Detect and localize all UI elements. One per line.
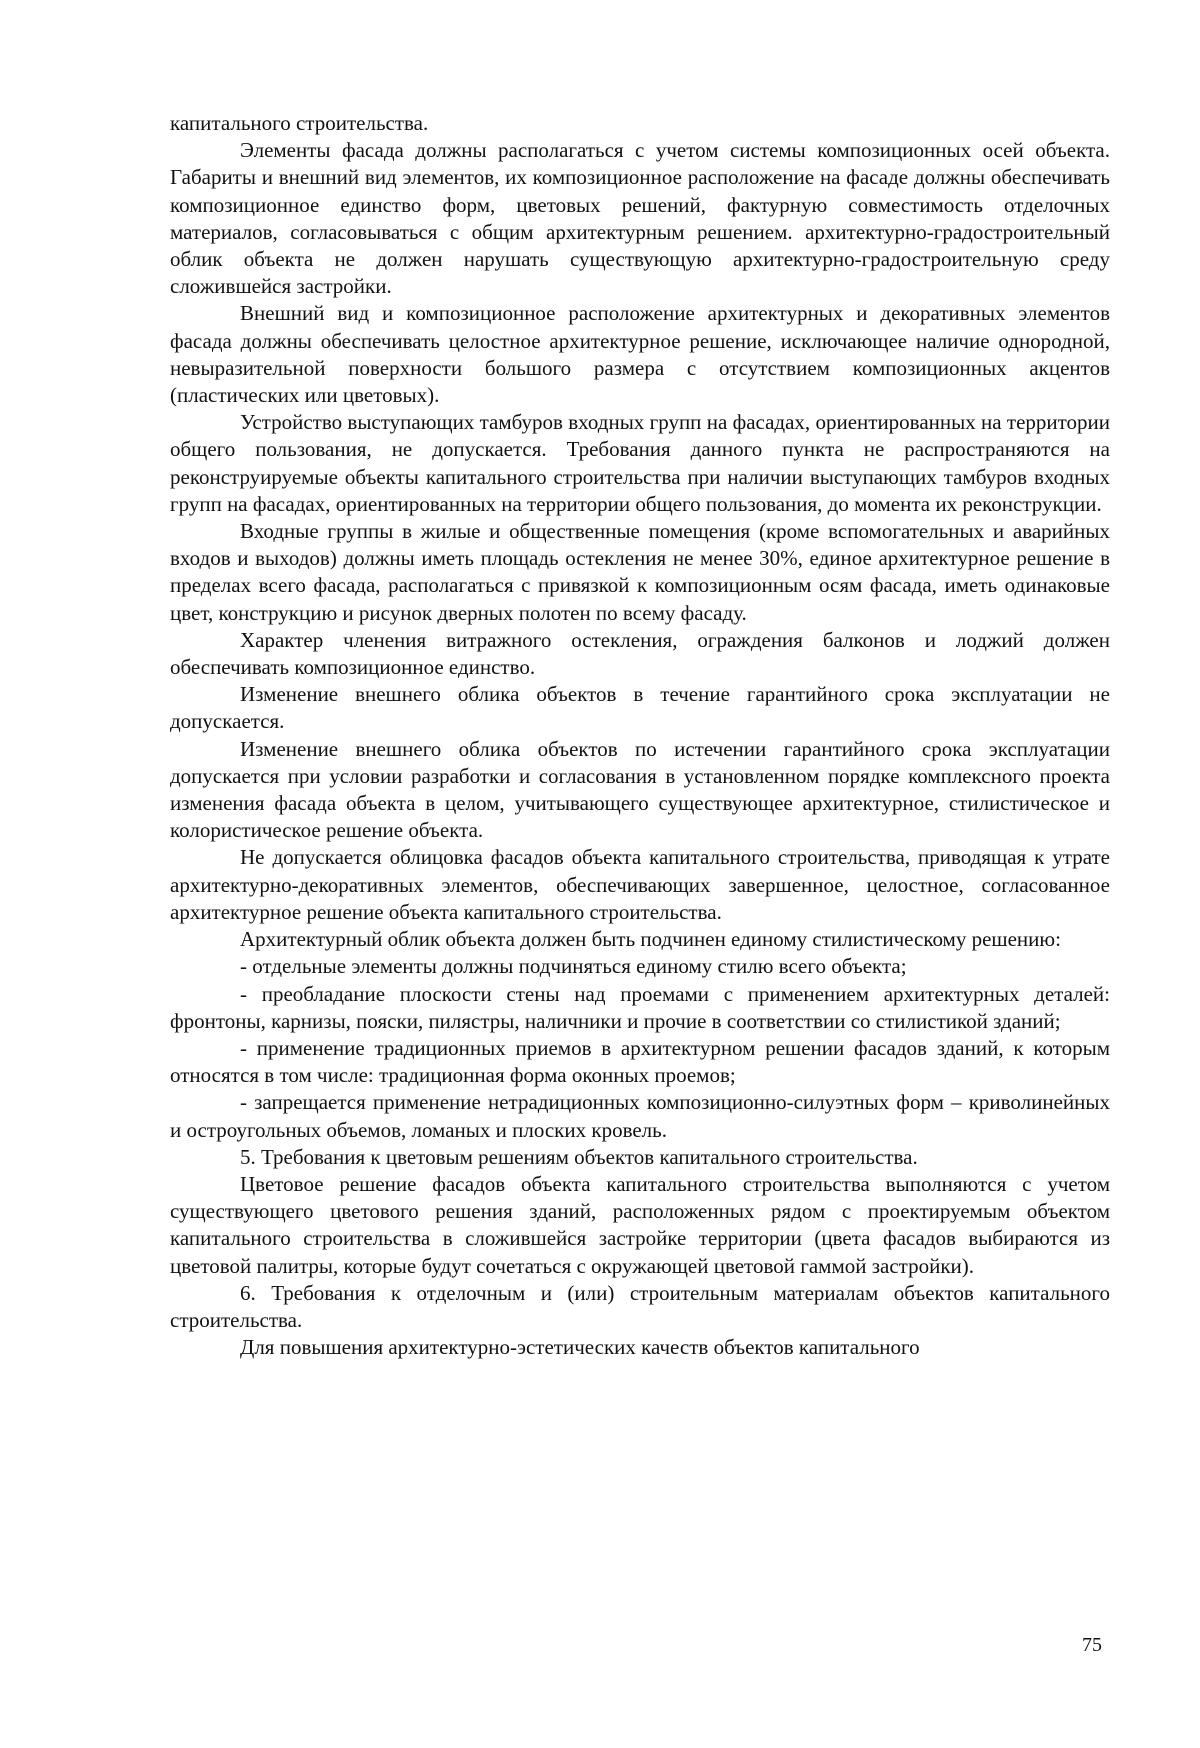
section-heading-colors: 5. Требования к цветовым решениям объектов капитального строительства. [240,1144,918,1169]
paragraph-appearance: Внешний вид и композиционное расположение архитектурных и декоративных элементов фасада должны обеспечивать целостное архитектурное решение, исключающее наличие однородной, невыразительной поверхности большого размера с отсутствием композиционных акцентов (пластических или цветовых). [170,301,1110,408]
list-item: - отдельные элементы должны подчиняться единому стилю всего объекта; [240,954,907,979]
document-body [170,110,1110,1361]
section-heading-materials: 6. Требования к отделочным и (или) строительным материалам объектов капитального строительства. [170,1280,1110,1332]
paragraph-cladding: Не допускается облицовка фасадов объекта капитального строительства, приводящая к утрате архитектурно-декоративных элементов, обеспечивающих завершенное, целостное, согласованное архитектурное решение объекта капитального строительства. [170,845,1110,924]
list-item: - применение традиционных приемов в архитектурном решении фасадов зданий, к которым относятся в том числе: традиционная форма оконных проемов; [170,1035,1110,1088]
paragraph-after-warranty: Изменение внешнего облика объектов по истечении гарантийного срока эксплуатации допускается при условии разработки и согласования в установленном порядке комплексного проекта изменения фасада объекта в целом, учитывающего существующее архитектурное, стилистическое и колористическое решение объекта. [170,736,1110,843]
paragraph-continuation: капитального строительства. [170,111,429,135]
list-item: - запрещается применение нетрадиционных композиционно-силуэтных форм – криволинейных и остроугольных объемов, ломаных и плоских кровель. [170,1090,1110,1142]
paragraph-vestibules: Устройство выступающих тамбуров входных групп на фасадах, ориентированных на территории общего пользования, не допускается. Требования данного пункта не распространяются на реконструируемые объекты капитального строительства при наличии выступающих тамбуров входных групп на фасадах, ориентированных на территории общего пользования, до момента их реконструкции. [170,410,1110,516]
paragraph-glazing: Характер членения витражного остекления, ограждения балконов и лоджий должен обеспечивать композиционное единство. [170,627,1110,680]
page-number: 75 [1082,1634,1102,1656]
paragraph-materials: Для повышения архитектурно-эстетических качеств объектов капитального [240,1335,920,1360]
paragraph-entrance-groups: Входные группы в жилые и общественные помещения (кроме вспомогательных и аварийных входов и выходов) должны иметь площадь остекления не менее 30%, единое архитектурное решение в пределах всего фасада, располагаться с привязкой к композиционным осям фасада, иметь одинаковые цвет, конструкцию и рисунок дверных полотен по всему фасаду. [170,519,1110,625]
paragraph-color-solution: Цветовое решение фасадов объекта капитального строительства выполняются с учетом существующего цветового решения зданий, расположенных рядом с проектируемым объектом капитального строительства в сложившейся застройке территории (цвета фасадов выбираются из цветовой палитры, которые будут сочетаться с окружающей цветовой гаммой застройки). [170,1171,1110,1278]
list-item: - преобладание плоскости стены над проемами с применением архитектурных деталей: фронтоны, карнизы, пояски, пилястры, наличники и прочие в соответствии со стилистикой зданий; [170,981,1110,1033]
paragraph-warranty: Изменение внешнего облика объектов в течение гарантийного срока эксплуатации не допускается. [170,682,1110,734]
paragraph-style: Архитектурный облик объекта должен быть подчинен единому стилистическому решению: [240,927,1061,952]
paragraph-facade-elements: Элементы фасада должны располагаться с учетом системы композиционных осей объекта. Габариты и внешний вид элементов, их композиционное расположение на фасаде должны обеспечивать композиционное единство форм, цветовых решений, фактурную совместимость отделочных материалов, согласовываться с общим архитектурным решением. архитектурно-градостроительный облик объекта не должен нарушать существующую архитектурно-градостроительную среду сложившейся застройки. [170,138,1110,299]
